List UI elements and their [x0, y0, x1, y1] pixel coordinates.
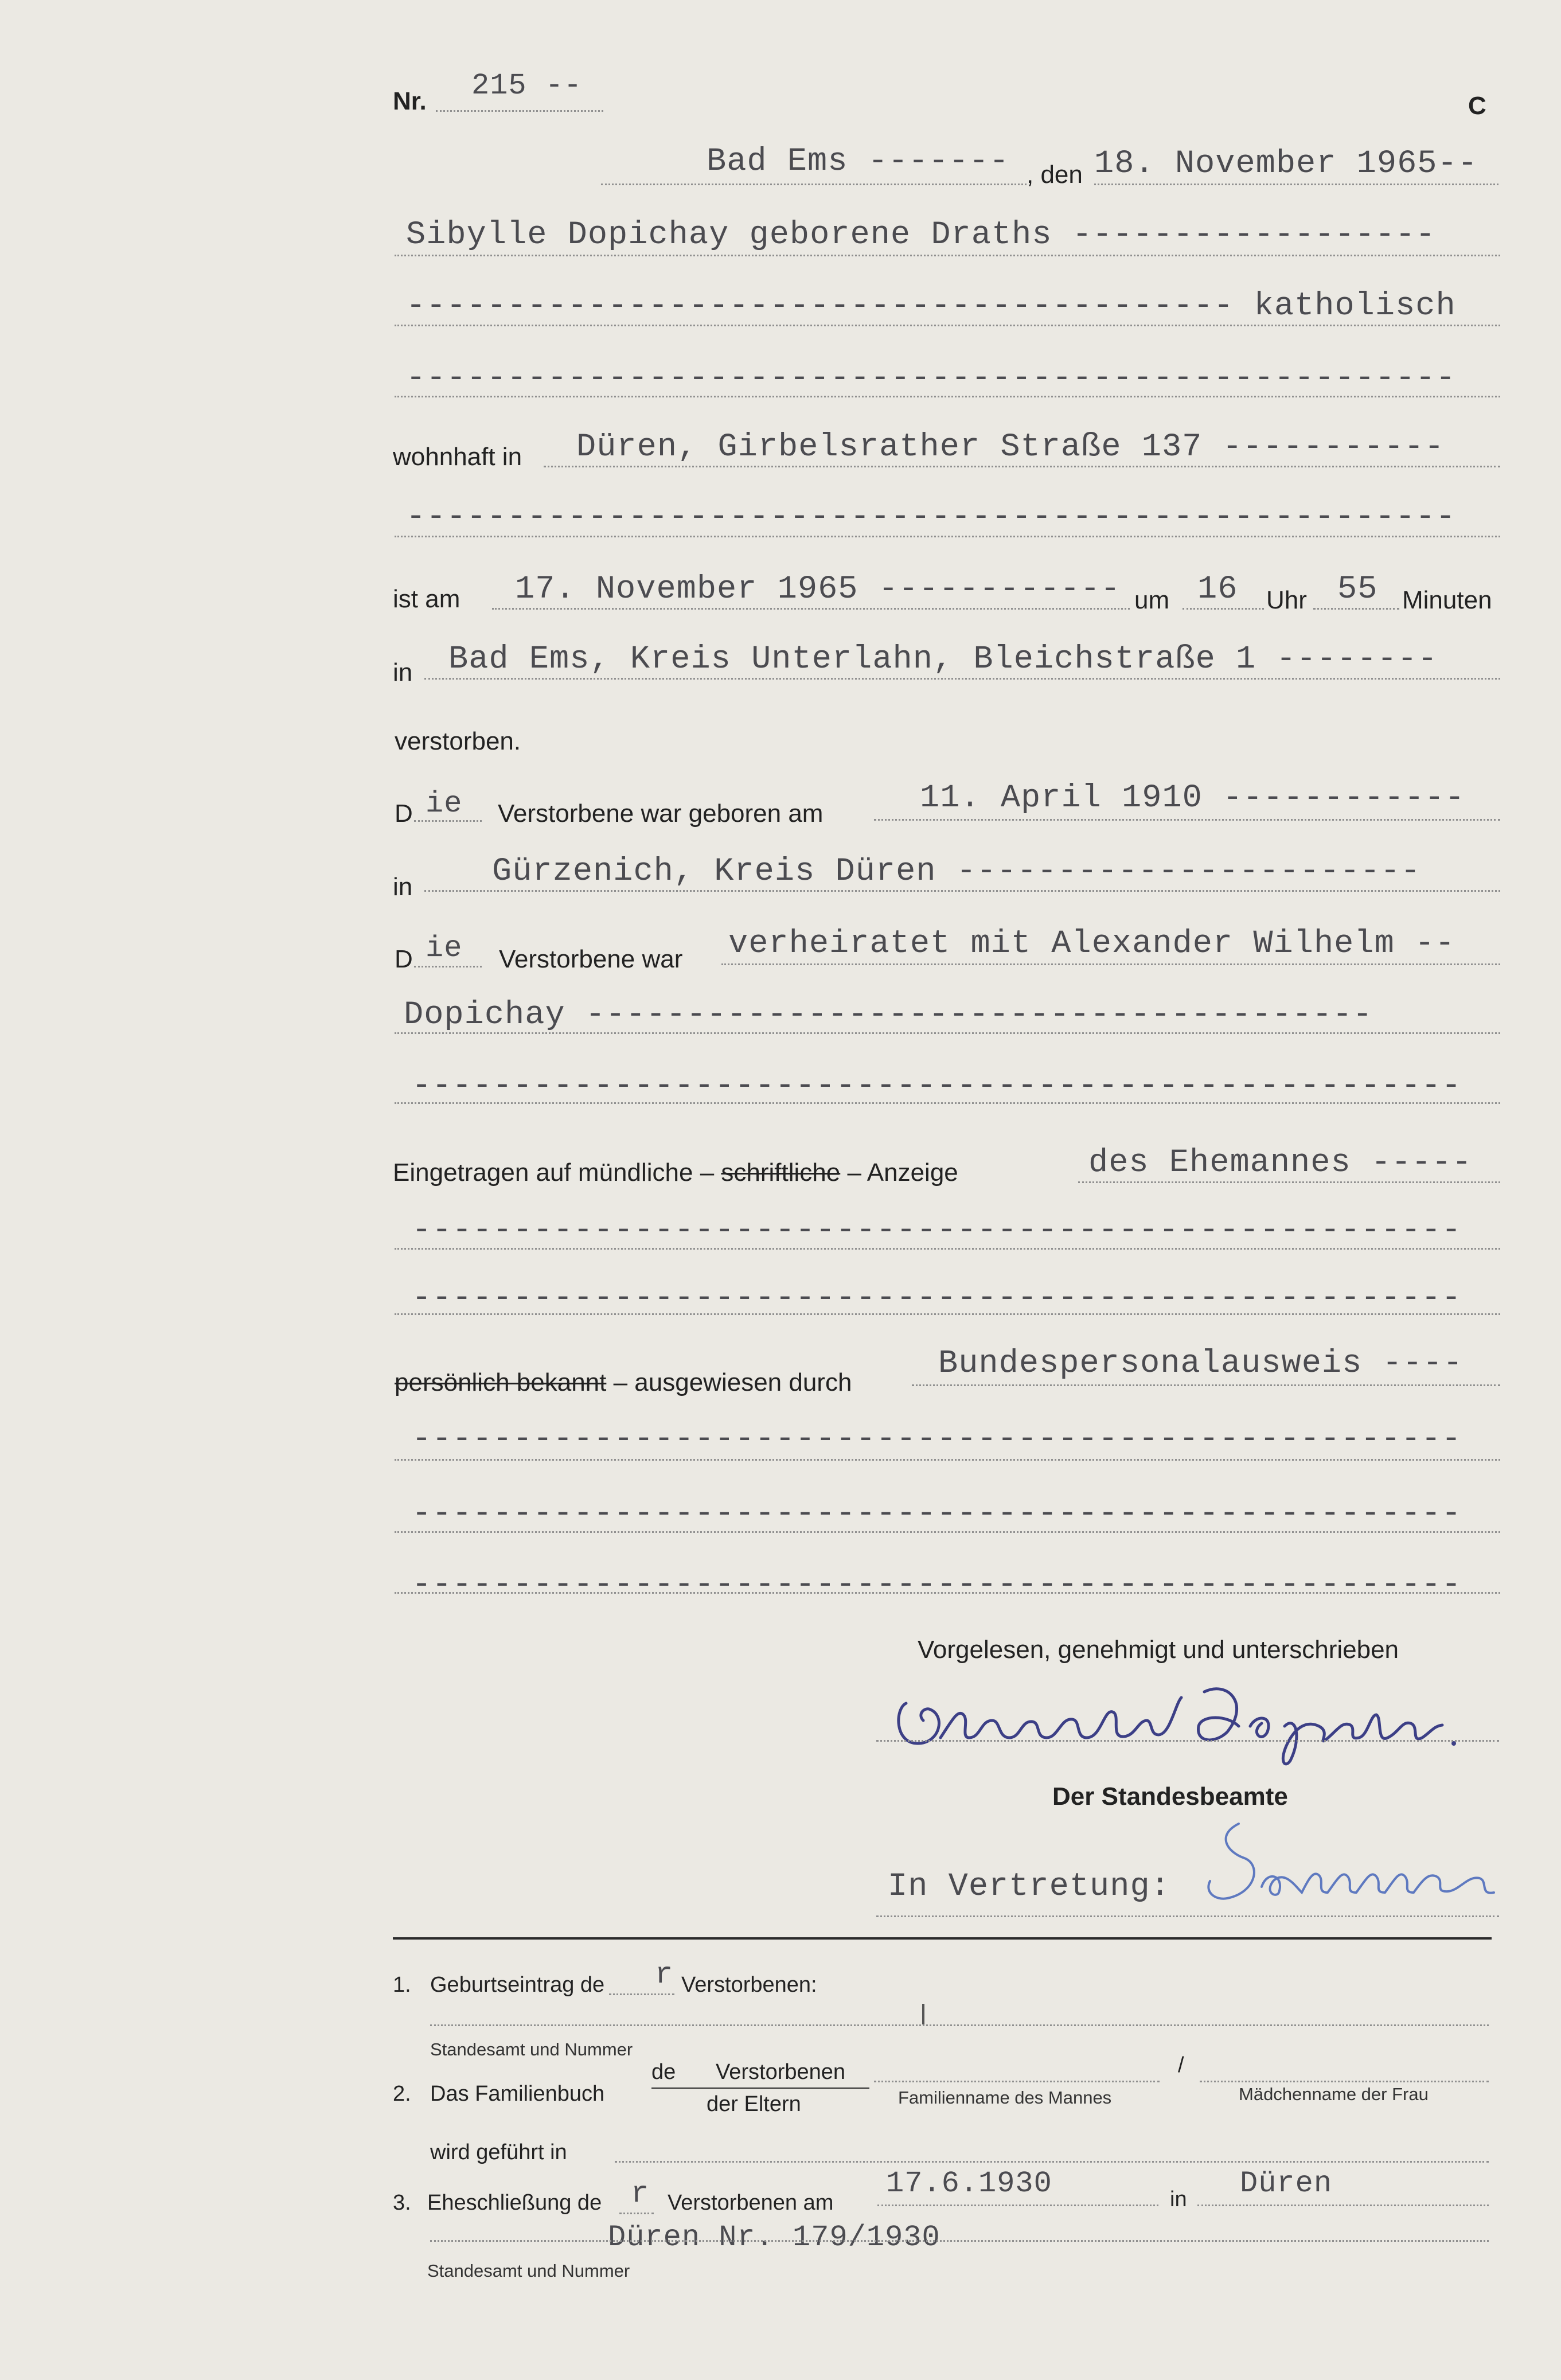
marriage-d-line [414, 966, 482, 967]
in-label-death: in [393, 658, 413, 686]
item2-slash: / [1178, 2053, 1184, 2077]
identification-line-3: ---------------------------------------------------- [412, 1496, 1462, 1532]
identification-dotted-2 [395, 1459, 1500, 1461]
birth-place: Gürzenich, Kreis Düren ----------------------- [492, 853, 1421, 890]
registration-date: 18. November 1965-- [1094, 146, 1478, 182]
marriage-place-line [1197, 2205, 1489, 2206]
registration-line-3: ---------------------------------------------------- [412, 1280, 1462, 1317]
residence-dotted-2 [395, 536, 1500, 537]
registration-dotted-3 [395, 1313, 1500, 1315]
item2-bottom: der Eltern [707, 2092, 801, 2116]
registration-label [393, 1158, 958, 1187]
blank-dotted-1 [395, 396, 1500, 397]
marital-status: verheiratet mit Alexander Wilhelm -- [728, 926, 1455, 962]
read-approved-text: Vorgelesen, genehmigt und unterschrieben [918, 1636, 1399, 1664]
hour-line [1183, 608, 1264, 610]
residence-line [544, 466, 1500, 467]
deputy-label: In Vertretung: [888, 1868, 1170, 1905]
identification-dotted-4 [395, 1592, 1500, 1594]
spouse-surname: Dopichay --------------------------------------- [404, 997, 1373, 1033]
item1-mark [922, 2004, 924, 2024]
marriage-label: Verstorbene war [499, 945, 683, 973]
identification-label-text: – ausgewiesen durch [613, 1368, 852, 1396]
form-letter: C [1468, 92, 1486, 120]
registration-dotted-2 [395, 1248, 1500, 1250]
birth-d-label: D [395, 799, 413, 828]
item1-label-a: Geburtseintrag de [430, 1973, 605, 1997]
gefuehrt-line [615, 2161, 1489, 2163]
entry-number-line [436, 110, 603, 112]
death-hour: 16 [1197, 571, 1238, 608]
maedchenname-frau-label: Mädchenname der Frau [1239, 2084, 1429, 2104]
identification-struck: persönlich bekannt [395, 1368, 607, 1396]
informant-signature [883, 1657, 1468, 1772]
um-label: um [1134, 586, 1170, 614]
registration-label-struck: schriftliche [721, 1158, 841, 1187]
place-of-registration: Bad Ems ------- [707, 143, 1010, 180]
familienname-mannes-label: Familienname des Mannes [898, 2088, 1112, 2108]
identity-document: Bundespersonalausweis ---- [938, 1345, 1464, 1382]
deceased-name: Sibylle Dopichay geborene Draths ------------------ [406, 217, 1436, 253]
registration-line-2: ---------------------------------------------------- [412, 1212, 1462, 1249]
item1-line [430, 2024, 1489, 2026]
marriage-date: 17.6.1930 [886, 2167, 1052, 2200]
item1-number: 1. [393, 1973, 411, 1997]
death-minutes: 55 [1337, 571, 1378, 608]
item1-label-b: Verstorbenen: [681, 1973, 817, 1997]
item3-in-label: in [1170, 2187, 1187, 2211]
item1-fill-line [609, 1993, 674, 1995]
marriage-blank: ---------------------------------------------------- [412, 1068, 1462, 1105]
religion-line [395, 325, 1500, 326]
date-line [1094, 184, 1498, 185]
standesamt-nummer-label: Standesamt und Nummer [430, 2039, 633, 2059]
wohnhaft-label: wohnhaft in [393, 443, 522, 471]
registration-label-b: – Anzeige [847, 1158, 958, 1187]
birth-date: 11. April 1910 ------------ [920, 780, 1465, 817]
place-line [601, 184, 1027, 185]
identification-line-4: ---------------------------------------------------- [412, 1567, 1462, 1603]
item3-fill-line [619, 2213, 654, 2214]
marriage-place: Düren [1240, 2167, 1333, 2200]
identity-line [912, 1384, 1500, 1386]
identification-dotted-3 [395, 1531, 1500, 1533]
verstorben-label: verstorben. [395, 727, 521, 755]
standesamt-nummer-label-2: Standesamt und Nummer [427, 2261, 630, 2281]
familienname-line [874, 2081, 1160, 2082]
marriage-blank-line [395, 1102, 1500, 1104]
entry-number: 215 -- [471, 69, 583, 103]
blank-line-1: ---------------------------------------------------- [406, 360, 1456, 397]
marriage-d-label: D [395, 945, 413, 973]
birth-date-line [874, 819, 1500, 821]
footer-separator [393, 1937, 1492, 1940]
spouse-line [395, 1032, 1500, 1034]
item3-number: 3. [393, 2191, 411, 2215]
marriage-d-fill: ie [426, 931, 463, 965]
residence-address: Düren, Girbelsrather Straße 137 ----------- [576, 429, 1445, 466]
registration-label-a: Eingetragen auf mündliche – [393, 1158, 715, 1187]
item1-fill: r [655, 1958, 674, 1992]
item3-label-b: Verstorbenen am [668, 2191, 834, 2215]
den-label: , den [1027, 161, 1083, 189]
registry-line [430, 2240, 1489, 2242]
name-line [395, 255, 1500, 256]
nr-label: Nr. [393, 87, 427, 115]
marital-line [721, 963, 1500, 965]
death-date-line [492, 608, 1130, 610]
birth-d-line [414, 820, 482, 822]
birth-label: Verstorbene war geboren am [498, 799, 824, 828]
item2-top: Verstorbenen [716, 2060, 846, 2084]
birth-place-line [424, 890, 1500, 892]
in-label-birth: in [393, 873, 413, 901]
minutes-line [1313, 608, 1399, 610]
birth-d-fill: ie [426, 787, 463, 821]
death-date: 17. November 1965 ------------ [515, 571, 1121, 608]
religion: ----------------------------------------- katholisch [406, 288, 1456, 325]
maedchenname-line [1200, 2081, 1489, 2082]
marriage-registry: Düren Nr. 179/1930 [608, 2221, 940, 2254]
item3-label-a: Eheschließung de [427, 2191, 602, 2215]
identification-label [395, 1368, 852, 1397]
uhr-label: Uhr [1266, 586, 1307, 614]
minuten-label: Minuten [1402, 586, 1492, 614]
death-place: Bad Ems, Kreis Unterlahn, Bleichstraße 1 -------- [448, 641, 1438, 678]
ist-am-label: ist am [393, 585, 461, 613]
residence-line-2: ---------------------------------------------------- [406, 499, 1456, 536]
item2-number: 2. [393, 2082, 411, 2106]
identification-line-2: ---------------------------------------------------- [412, 1421, 1462, 1458]
marriage-date-line [877, 2205, 1158, 2206]
informant-signature-line [876, 1740, 1499, 1742]
item3-fill: r [631, 2177, 650, 2211]
official-title: Der Standesbeamte [1052, 1782, 1288, 1811]
item2-fraction-line [651, 2088, 869, 2089]
informant-line [1078, 1181, 1500, 1183]
informant: des Ehemannes ----- [1088, 1145, 1472, 1181]
item2-top-de: de [651, 2060, 676, 2084]
official-signature-line [876, 1915, 1499, 1917]
item2-label: Das Familienbuch [430, 2082, 605, 2106]
gefuehrt-label: wird geführt in [430, 2140, 567, 2164]
death-place-line [424, 678, 1500, 680]
official-signature [1193, 1812, 1514, 1915]
